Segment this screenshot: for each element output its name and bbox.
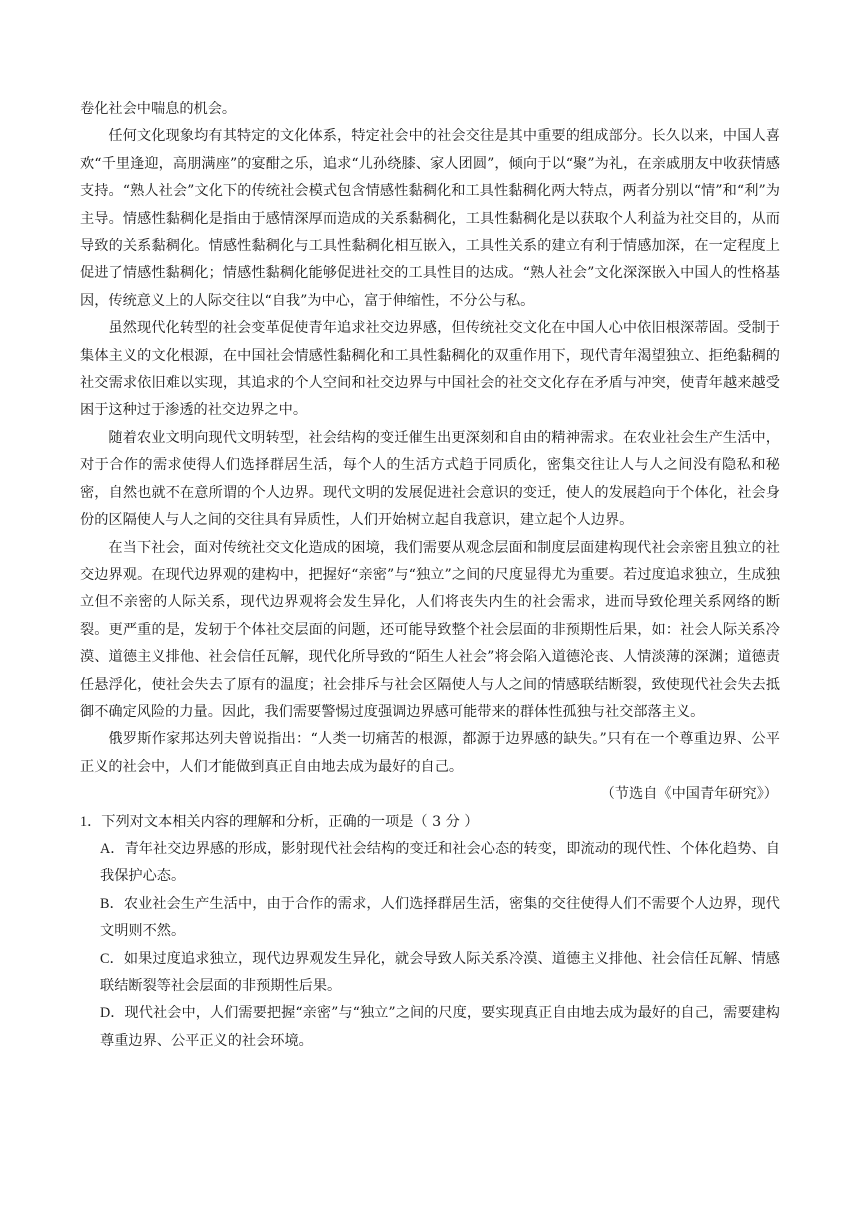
passage-paragraph-2: 虽然现代化转型的社会变革促使青年追求社交边界感，但传统社交文化在中国人心中依旧根深蒂固。受制于集体主义的文化根源，在中国社会情感性黏稠化和工具性黏稠化的双重作用下，现代青年渴望独立、拒绝黏稠的社交需求依旧难以实现，其追求的个人空间和社交边界与中国社会的社交文化存在矛盾与冲突，使青年越来越受困于这种过于渗透的社交边界之中。	[80, 320, 780, 419]
option-a[interactable]	[80, 836, 780, 891]
option-label: B．	[100, 895, 124, 912]
passage-paragraph-3: 随着农业文明向现代文明转型，社会结构的变迁催生出更深刻和自由的精神需求。在农业社会生产生活中，对于合作的需求使得人们选择群居生活，每个人的生活方式趋于同质化，密集交往让人与人之间没有隐私和秘密，自然也就不在意所谓的个人边界。现代文明的发展促进社会意识的变迁，使人的发展趋向于个体化，社会身份的区隔使人与人之间的交往具有异质性，人们开始树立起自我意识，建立起个人边界。	[80, 429, 780, 529]
option-b[interactable]	[80, 891, 780, 946]
option-label: C．	[100, 950, 124, 967]
option-text: 农业社会生产生活中，由于合作的需求，人们选择群居生活，密集的交往使得人们不需要个人边界，现代文明则不然。	[100, 895, 780, 940]
question-number: 1．	[80, 813, 102, 830]
option-c[interactable]	[80, 946, 780, 1001]
passage-source: （节选自《中国青年研究》）	[600, 786, 778, 803]
question-stem	[80, 809, 780, 836]
passage-paragraph-5: 俄罗斯作家邦达列夫曾说指出：“人类一切痛苦的根源，都源于边界感的缺失。”只有在一个尊重边界、公平正义的社会中，人们才能做到真正自由地去成为最好的自己。	[80, 731, 780, 775]
option-d[interactable]	[80, 1000, 780, 1055]
document-page	[80, 96, 780, 1055]
passage-paragraph-4: 在当下社会，面对传统社交文化造成的困境，我们需要从观念层面和制度层面建构现代社会亲密且独立的社交边界观。在现代边界观的建构中，把握好“亲密”与“独立”之间的尺度显得尤为重要。若过度追求独立，生成独立但不亲密的人际关系，现代边界观将会发生异化，人们将丧失内生的社会需求，进而导致伦理关系网络的断裂。更严重的是，发轫于个体社交层面的问题，还可能导致整个社会层面的非预期性后果，如：社会人际关系冷漠、道德主义排他、社会信任瓦解，现代化所导致的“陌生人社会”将会陷入道德沦丧、人情淡薄的深渊；道德责任悬浮化，使社会失去了原有的温度；社会排斥与社会区隔使人与人之间的情感联结断裂，致使现代社会失去抵御不确定风险的力量。因此，我们需要警惕过度强调边界感可能带来的群体性孤独与社交部落主义。	[80, 539, 780, 720]
option-label: A．	[100, 840, 125, 857]
option-text: 如果过度追求独立，现代边界观发生异化，就会导致人际关系冷漠、道德主义排他、社会信任瓦解、情感联结断裂等社会层面的非预期性后果。	[100, 950, 780, 994]
option-text: 青年社交边界感的形成，影射现代社会结构的变迁和社会心态的转变，即流动的现代性、个体化趋势、自我保护心态。	[100, 840, 780, 885]
passage-paragraph-1: 任何文化现象均有其特定的文化体系，特定社会中的社会交往是其中重要的组成部分。长久以来，中国人喜欢“千里逢迎，高朋满座”的宴酣之乐，追求“儿孙绕膝、家人团圆”，倾向于以“聚”为礼，在亲戚朋友中收获情感支持。“熟人社会”文化下的传统社会模式包含情感性黏稠化和工具性黏稠化两大特点，两者分别以“情”和“利”为主导。情感性黏稠化是指由于感情深厚而造成的关系黏稠化，工具性黏稠化是以获取个人利益为社交目的，从而导致的关系黏稠化。情感性黏稠化与工具性黏稠化相互嵌入，工具性关系的建立有利于情感加深，在一定程度上促进了情感性黏稠化；情感性黏稠化能够促进社交的工具性目的达成。“熟人社会”文化深深嵌入中国人的性格基因，传统意义上的人际交往以“自我”为中心，富于伸缩性，不分公与私。	[80, 128, 780, 309]
option-text: 现代社会中，人们需要把握“亲密”与“独立”之间的尺度，要实现真正自由地去成为最好的自己，需要建构尊重边界、公平正义的社会环境。	[100, 1005, 780, 1049]
passage-paragraph-continued: 卷化社会中喘息的机会。	[80, 101, 237, 117]
question-text: 下列对文本相关内容的理解和分析，正确的一项是（ 3 分 ）	[101, 813, 479, 830]
option-label: D．	[100, 1005, 125, 1022]
